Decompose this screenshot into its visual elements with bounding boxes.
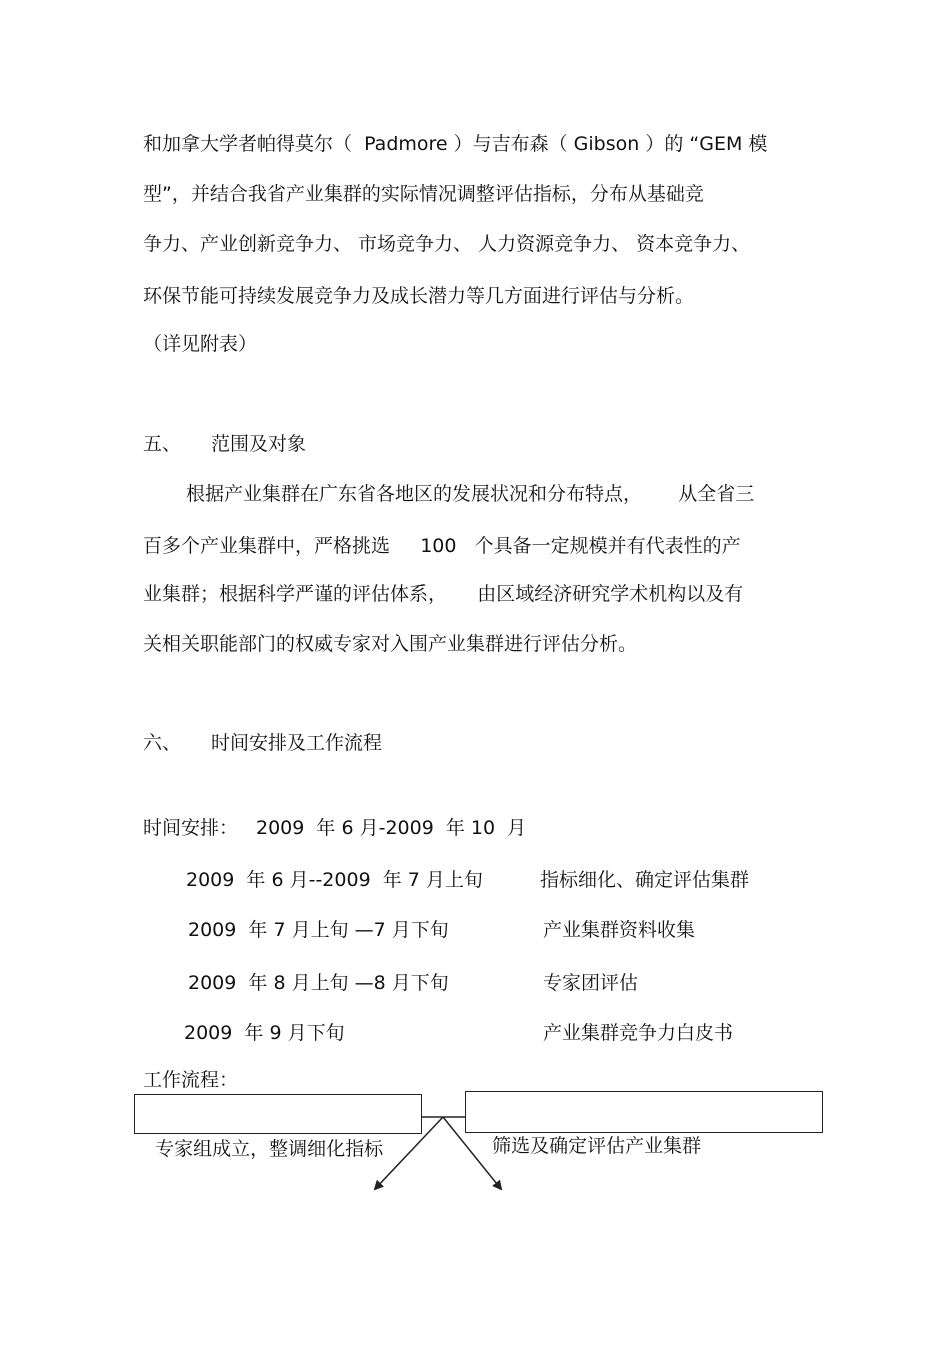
schedule-row-1-task: 指标细化、确定评估集群 [540, 869, 750, 891]
section6-title: 时间安排及工作流程 [211, 732, 383, 754]
section6-number: 六、 [143, 732, 182, 754]
section5-para-line-3: 业集群；根据科学严谨的评估体系， 由区域经济研究学术机构以及有 [143, 583, 744, 605]
flow-step-1-label: 专家组成立，整调细化指标 [155, 1138, 384, 1160]
schedule-label: 时间安排： [143, 817, 239, 839]
intro-line-4: 环保节能可持续发展竞争力及成长潜力等几方面进行评估与分析。 [143, 285, 695, 307]
section5-title: 范围及对象 [211, 433, 307, 455]
section5-para-line-4: 关相关职能部门的权威专家对入围产业集群进行评估分析。 [143, 633, 638, 655]
flow-label: 工作流程： [143, 1069, 239, 1091]
arrow-left [375, 1117, 443, 1189]
schedule-row-4-period: 2009 年 9 月下旬 [184, 1022, 345, 1044]
schedule-row-4-task: 产业集群竞争力白皮书 [543, 1022, 734, 1044]
arrow-right [443, 1117, 501, 1189]
schedule-row-2-task: 产业集群资料收集 [543, 919, 696, 941]
schedule-row-3-task: 专家团评估 [543, 972, 639, 994]
intro-line-5: （详见附表） [143, 333, 258, 355]
intro-line-1: 和加拿大学者帕得莫尔（ Padmore ）与吉布森（ Gibson ）的 “GEM 模 [143, 133, 768, 155]
schedule-row-1-period: 2009 年 6 月--2009 年 7 月上旬 [186, 869, 483, 891]
schedule-row-2-period: 2009 年 7 月上旬 —7 月下旬 [188, 919, 449, 941]
section5-para-line-2: 百多个产业集群中，严格挑选 100 个具备一定规模并有代表性的产 [143, 535, 741, 557]
flow-step-2-label: 筛选及确定评估产业集群 [492, 1135, 702, 1157]
intro-line-2: 型”，并结合我省产业集群的实际情况调整评估指标，分布从基础竞 [143, 183, 704, 205]
schedule-row-3-period: 2009 年 8 月上旬 —8 月下旬 [188, 972, 449, 994]
schedule-range: 2009 年 6 月-2009 年 10 月 [256, 817, 527, 839]
intro-line-3: 争力、产业创新竞争力、 市场竞争力、 人力资源竞争力、 资本竞争力、 [143, 233, 751, 255]
section5-number: 五、 [143, 433, 182, 455]
section5-para-line-1: 根据产业集群在广东省各地区的发展状况和分布特点， 从全省三 [186, 483, 755, 505]
